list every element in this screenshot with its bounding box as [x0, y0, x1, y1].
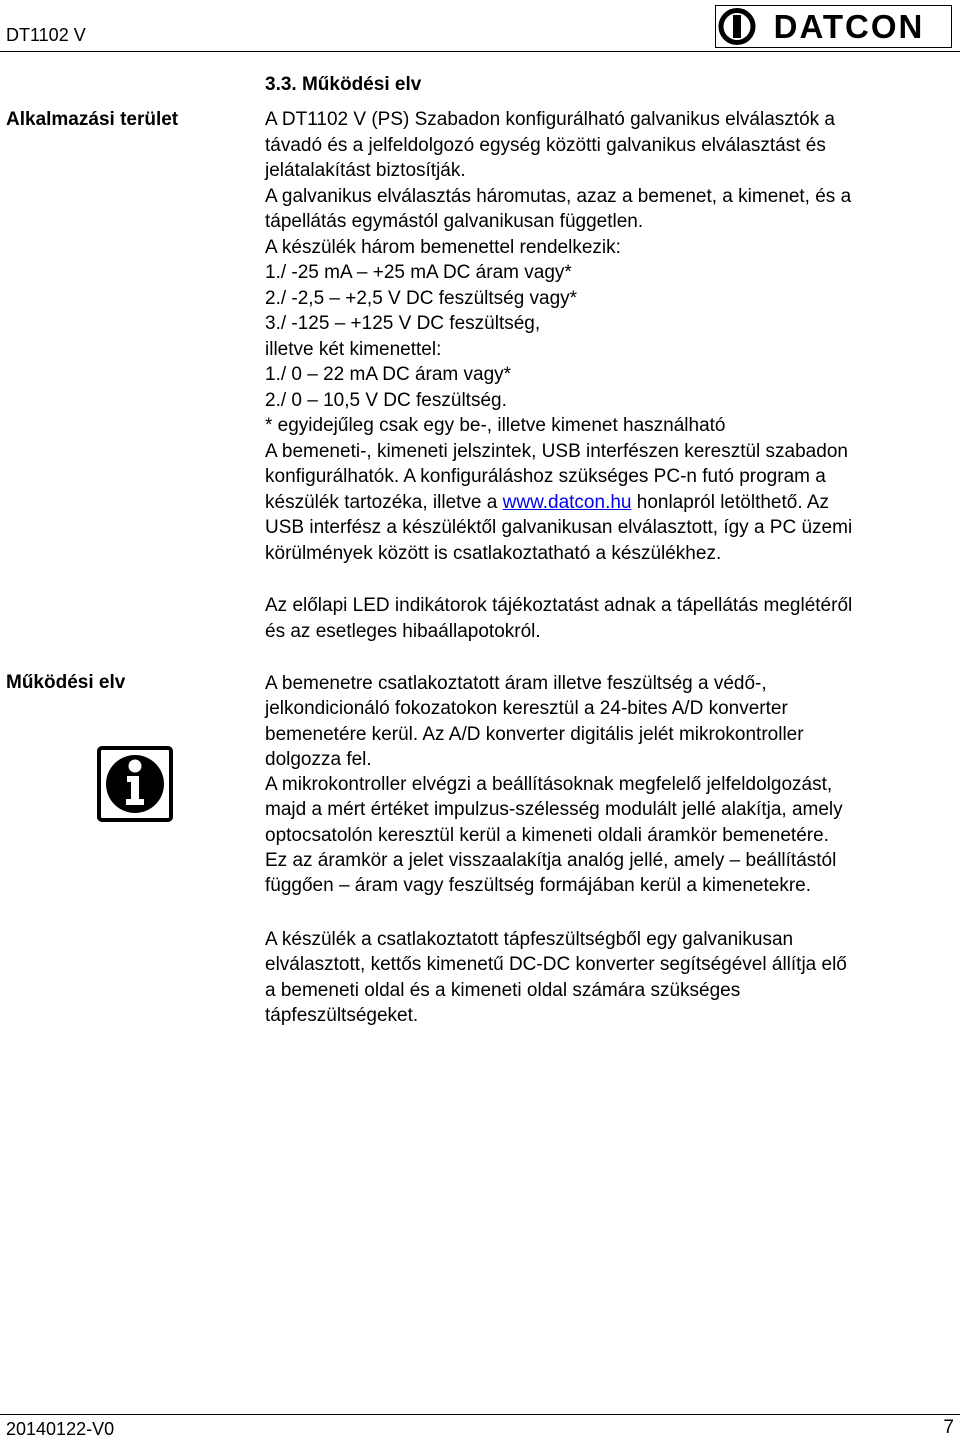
text-line: majd a mért értéket impulzus-szélesség modulált jellé alakítja, amely: [265, 799, 843, 821]
document-code: 20140122-V0: [6, 1419, 115, 1439]
text-line: 1./ -25 mA – +25 mA DC áram vagy*: [265, 262, 572, 283]
text-line: A galvanikus elválasztás háromutas, azaz a bemenet, a kimenet, és a: [265, 185, 852, 207]
footer-divider: [0, 1414, 960, 1415]
text-line: 2./ 0 – 10,5 V DC feszültség.: [265, 389, 507, 411]
text-line: távadó és a jelfeldolgozó egység közötti galvanikus elválasztást és: [265, 134, 826, 156]
datcon-website-link[interactable]: www.datcon.hu: [502, 491, 632, 513]
text-line: Az előlapi LED indikátorok tájékoztatást adnak a tápellátás meglétéről: [265, 595, 853, 616]
section-heading: 3.3. Működési elv: [265, 74, 422, 95]
text-line: bemenetére kerül. Az A/D konverter digitális jelét mikrokontroller: [265, 723, 804, 745]
text-line: 1./ 0 – 22 mA DC áram vagy*: [265, 364, 512, 385]
text-line: jelátalakítást biztosítják.: [265, 160, 466, 181]
text-line: A bemenetre csatlakoztatott áram illetve feszültség a védő-,: [265, 673, 767, 694]
principle-paragraph: [265, 671, 955, 899]
text-line: tápellátás egymástól galvanikusan független.: [265, 211, 644, 232]
text-line: * egyidejűleg csak egy be-, illetve kimenet használható: [265, 415, 726, 436]
info-icon: [97, 746, 173, 822]
label-application: Alkalmazási terület: [6, 109, 179, 130]
text-line: A készülék három bemenettel rendelkezik:: [265, 236, 621, 258]
header-divider: [0, 51, 960, 52]
text-line: Ez az áramkör a jelet visszaalakítja analóg jellé, amely – beállítástól: [265, 850, 837, 872]
logo-text: DATCON: [773, 8, 925, 45]
text-line: a bemeneti oldal és a kimeneti oldal számára szükséges: [265, 979, 741, 1001]
text-line-with-link: [265, 490, 955, 516]
text-line: USB interfész a készüléktől galvanikusan elválasztott, így a PC üzemi: [265, 517, 853, 538]
document-title: DT1102 V: [6, 25, 86, 45]
text-line: A bemeneti-, kimeneti jelszintek, USB interfészen keresztül szabadon: [265, 440, 848, 462]
page-number: 7: [943, 1417, 954, 1438]
text-line: 3./ -125 – +125 V DC feszültség,: [265, 313, 541, 334]
text-line: A készülék a csatlakoztatott tápfeszültségből egy galvanikusan: [265, 929, 794, 950]
dcdc-paragraph: [265, 927, 955, 1028]
text-line: jelkondicionáló fokozatokon keresztül a 24-bites A/D konverter: [265, 698, 788, 720]
label-principle: Működési elv: [6, 672, 126, 693]
link-line-after: honlapról letölthető. Az: [631, 491, 830, 513]
text-line: körülmények között is csatlakoztatható a készülékhez.: [265, 542, 722, 564]
text-line: 2./ -2,5 – +2,5 V DC feszültség vagy*: [265, 287, 578, 309]
application-text: [265, 107, 955, 566]
text-line: A mikrokontroller elvégzi a beállításoknak megfelelő jelfeldolgozást,: [265, 774, 833, 796]
text-line: és az esetleges hibaállapotokról.: [265, 620, 541, 642]
text-line: konfigurálhatók. A konfiguráláshoz szükséges PC-n futó program a: [265, 466, 826, 487]
text-line: optocsatolón keresztül kerül a kimeneti oldali áramkör bemenetére.: [265, 824, 829, 846]
text-line: dolgozza fel.: [265, 748, 372, 770]
text-line: A DT1102 V (PS) Szabadon konfigurálható galvanikus elválasztók a: [265, 109, 835, 130]
text-line: elválasztott, kettős kimenetű DC-DC konverter segítségével állítja elő: [265, 954, 847, 976]
text-line: függően – áram vagy feszültség formájában kerül a kimenetekre.: [265, 875, 812, 897]
datcon-logo: [715, 5, 952, 48]
text-line: illetve két kimenettel:: [265, 338, 442, 360]
link-line-before: készülék tartozéka, illetve a: [265, 491, 503, 513]
led-paragraph: [265, 593, 955, 644]
text-line: tápfeszültségeket.: [265, 1004, 419, 1026]
